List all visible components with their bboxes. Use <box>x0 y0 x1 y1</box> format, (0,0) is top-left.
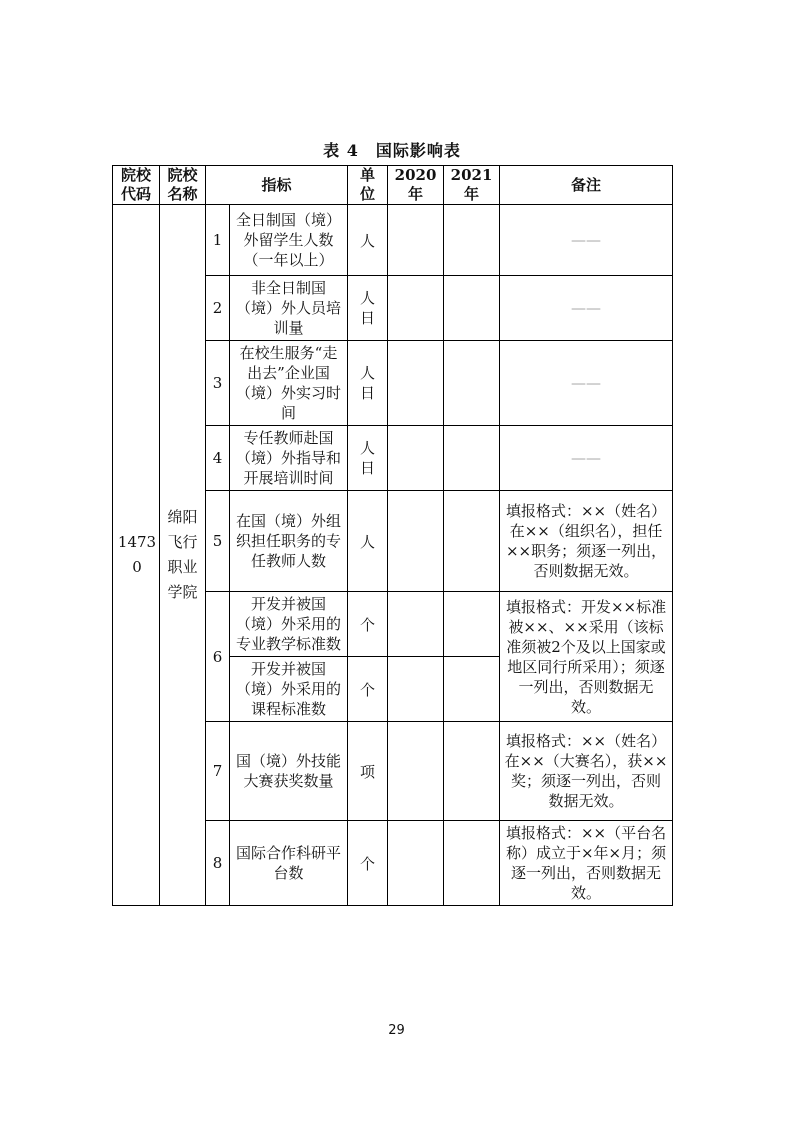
value-2020-cell <box>388 426 444 491</box>
remark-cell: 填报格式：开发××标准被××、××采用（该标准须被2个及以上国家或地区同行所采用）；须逐一列出，否则数据无效。 <box>500 592 673 722</box>
table-title: 表 4 国际影响表 <box>323 141 461 160</box>
value-2021-cell <box>444 592 500 657</box>
value-2020-cell <box>388 821 444 906</box>
value-2021-cell <box>444 657 500 722</box>
header-institution-code <box>113 166 160 205</box>
institution-name-cell <box>160 205 206 906</box>
value-2020-cell <box>388 341 444 426</box>
header-institution-name <box>160 166 206 205</box>
value-2020-cell <box>388 276 444 341</box>
header-indicator: 指标 <box>206 166 348 205</box>
row-number-cell: 8 <box>206 821 230 906</box>
remark-cell: —— <box>500 276 673 341</box>
value-2021-cell <box>444 276 500 341</box>
indicator-cell: 国际合作科研平台数 <box>230 821 348 906</box>
row-number-cell: 6 <box>206 592 230 722</box>
header-remark: 备注 <box>500 166 673 205</box>
unit-value: 人日 <box>360 364 376 402</box>
remark-cell: —— <box>500 205 673 276</box>
row-number-cell: 5 <box>206 491 230 592</box>
unit-cell <box>348 657 388 722</box>
value-2021-cell <box>444 341 500 426</box>
indicator-cell: 专任教师赴国（境）外指导和开展培训时间 <box>230 426 348 491</box>
remark-cell: —— <box>500 426 673 491</box>
unit-cell <box>348 276 388 341</box>
row-number-cell: 1 <box>206 205 230 276</box>
header-institution-code-label: 院校代码 <box>120 166 151 203</box>
indicator-cell: 在校生服务“走出去”企业国（境）外实习时间 <box>230 341 348 426</box>
value-2020-cell <box>388 592 444 657</box>
value-2021-cell <box>444 491 500 592</box>
unit-cell <box>348 821 388 906</box>
unit-value: 项 <box>360 762 376 781</box>
international-influence-table <box>112 165 673 906</box>
header-unit <box>348 166 388 205</box>
indicator-cell: 全日制国（境）外留学生人数（一年以上） <box>230 205 348 276</box>
unit-value: 个 <box>360 854 376 873</box>
row-number-cell: 2 <box>206 276 230 341</box>
table-row <box>113 205 673 276</box>
header-year-2021: 2021年 <box>444 166 500 205</box>
unit-value: 人日 <box>360 289 376 327</box>
unit-cell <box>348 426 388 491</box>
value-2020-cell <box>388 722 444 821</box>
remark-cell: 填报格式：××（平台名称）成立于×年×月；须逐一列出，否则数据无效。 <box>500 821 673 906</box>
indicator-cell: 开发并被国（境）外采用的专业教学标准数 <box>230 592 348 657</box>
remark-cell: —— <box>500 341 673 426</box>
institution-code: 14730 <box>117 533 157 576</box>
value-2021-cell <box>444 722 500 821</box>
indicator-cell: 开发并被国（境）外采用的课程标准数 <box>230 657 348 722</box>
unit-value: 个 <box>360 680 376 699</box>
value-2021-cell <box>444 821 500 906</box>
unit-value: 人 <box>360 231 376 250</box>
indicator-cell: 在国（境）外组织担任职务的专任教师人数 <box>230 491 348 592</box>
unit-cell <box>348 205 388 276</box>
value-2020-cell <box>388 491 444 592</box>
remark-cell: 填报格式：××（姓名）在××（组织名），担任××职务；须逐一列出，否则数据无效。 <box>500 491 673 592</box>
unit-value: 人日 <box>360 439 376 477</box>
institution-name: 绵阳飞行职业学院 <box>167 508 198 601</box>
unit-cell <box>348 722 388 821</box>
value-2020-cell <box>388 205 444 276</box>
row-number-cell: 4 <box>206 426 230 491</box>
header-row <box>113 166 673 205</box>
value-2021-cell <box>444 205 500 276</box>
unit-value: 人 <box>360 532 376 551</box>
page-number: 29 <box>388 1023 405 1038</box>
row-number-cell: 7 <box>206 722 230 821</box>
unit-value: 个 <box>360 615 376 634</box>
institution-code-cell <box>113 205 160 906</box>
header-institution-name-label: 院校名称 <box>167 166 198 203</box>
row-number-cell: 3 <box>206 341 230 426</box>
header-year-2020: 2020年 <box>388 166 444 205</box>
indicator-cell: 国（境）外技能大赛获奖数量 <box>230 722 348 821</box>
value-2021-cell <box>444 426 500 491</box>
value-2020-cell <box>388 657 444 722</box>
remark-cell: 填报格式：××（姓名）在××（大赛名），获××奖；须逐一列出，否则数据无效。 <box>500 722 673 821</box>
unit-cell <box>348 491 388 592</box>
unit-cell <box>348 592 388 657</box>
header-unit-label: 单位 <box>360 166 376 203</box>
indicator-cell: 非全日制国（境）外人员培训量 <box>230 276 348 341</box>
unit-cell <box>348 341 388 426</box>
